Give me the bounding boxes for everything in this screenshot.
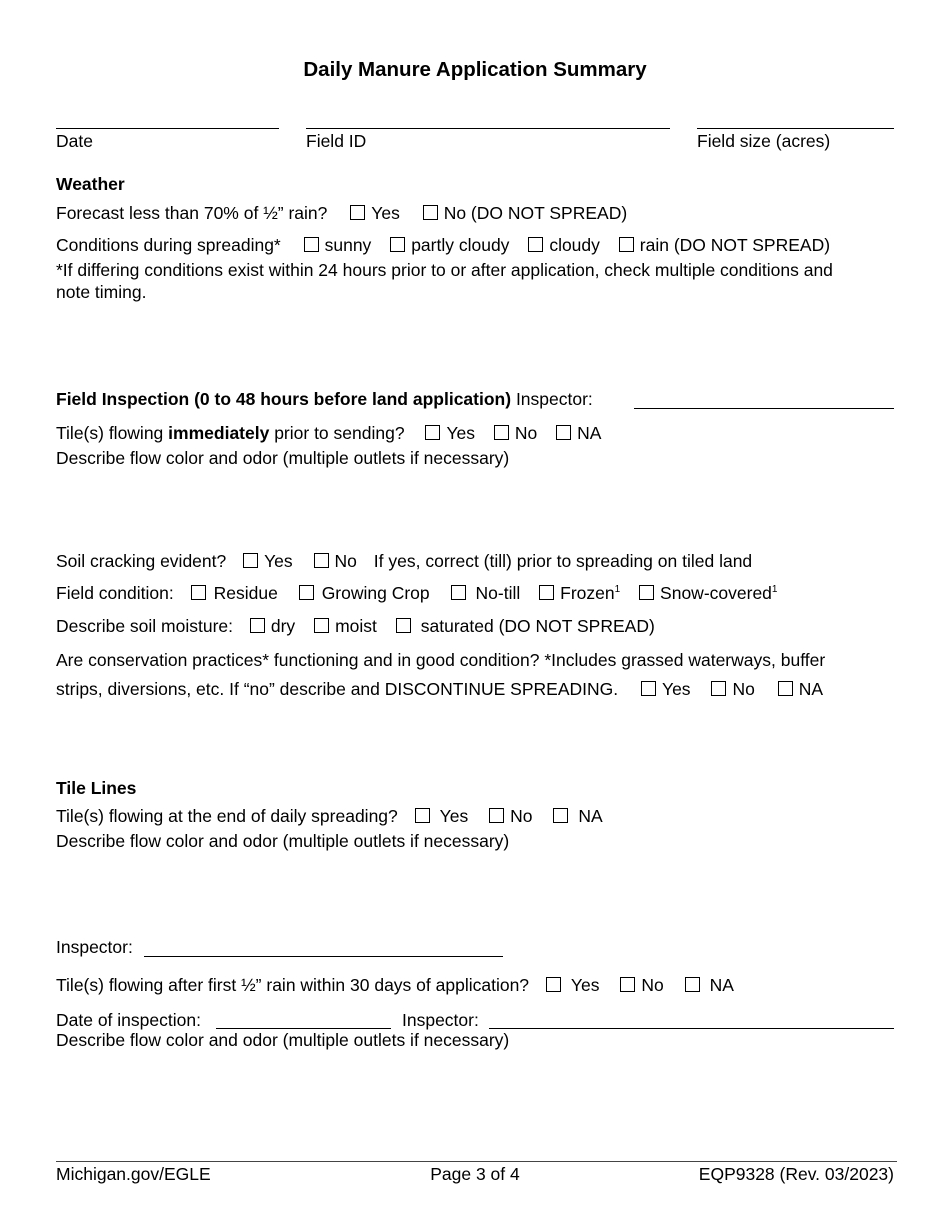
moisture-saturated-checkbox[interactable] [396,618,411,633]
soil-yes-checkbox[interactable] [243,553,258,568]
fc-notill-checkbox[interactable] [451,585,466,600]
conditions-question: Conditions during spreading* [56,235,281,255]
moisture-dry-checkbox[interactable] [250,618,265,633]
cons-no-checkbox[interactable] [711,681,726,696]
date-line[interactable] [56,128,279,129]
cond-partly-option[interactable]: partly cloudy [390,235,509,255]
soil-cracking-row: Soil cracking evident? Yes No If yes, correct (till) prior to spreading on tiled land [56,551,753,571]
cond-sunny-option[interactable]: sunny [304,235,372,255]
forecast-yes-option[interactable]: Yes [350,203,400,223]
moisture-moist-option[interactable]: moist [314,616,377,636]
tile-after-rain-row: Tile(s) flowing after first ½” rain within 30 days of application? Yes No NA [56,975,734,995]
cond-cloudy-checkbox[interactable] [528,237,543,252]
fc-frozen-option[interactable]: Frozen$^1$ [539,583,620,603]
field-id-line[interactable] [306,128,670,129]
tile-immediate-no-checkbox[interactable] [494,425,509,440]
cons-no-option[interactable]: No [711,679,754,699]
soil-no-checkbox[interactable] [314,553,329,568]
fc-notill-option[interactable]: No-till [451,583,521,603]
fc-snow-checkbox[interactable] [639,585,654,600]
describe-flow-2: Describe flow color and odor (multiple outlets if necessary) [56,831,510,851]
cond-rain-option[interactable]: rain (DO NOT SPREAD) [619,235,830,255]
footer-page-number: Page 3 of 4 [430,1164,520,1184]
footer-divider [56,1161,897,1162]
describe-flow-3: Describe flow color and odor (multiple outlets if necessary) [56,1030,510,1050]
forecast-row [56,205,627,223]
inspection-heading: Field Inspection (0 to 48 hours before land application) [56,389,512,409]
cond-partly-checkbox[interactable] [390,237,405,252]
tile-inspector-line[interactable] [144,956,503,957]
field-size-line[interactable] [697,128,894,129]
conditions-row [56,237,830,255]
footer-website: Michigan.gov/EGLE [56,1164,211,1184]
date-of-inspection-line[interactable] [216,1028,391,1029]
forecast-question: Forecast less than 70% of ½” rain? [56,203,328,223]
fc-residue-option[interactable]: Residue [191,583,278,603]
after-na-checkbox[interactable] [685,977,700,992]
field-id-label: Field ID [306,131,367,151]
cons-na-option[interactable]: NA [778,679,823,699]
date-of-inspection-label: Date of inspection: [56,1010,201,1030]
tile-immediate-no-option[interactable]: No [494,423,537,443]
inspection-inspector-label: Inspector: [515,389,593,409]
tile-end-na-checkbox[interactable] [553,808,568,823]
cond-cloudy-option[interactable]: cloudy [528,235,600,255]
tile-immediate-na-checkbox[interactable] [556,425,571,440]
conservation-row [56,681,823,699]
tile-end-yes-checkbox[interactable] [415,808,430,823]
tile-immediate-emphasis: immediately [168,423,270,443]
after-no-option[interactable]: No [620,975,663,995]
tile-end-na-option[interactable]: NA [553,806,602,826]
forecast-yes-checkbox[interactable] [350,205,365,220]
fc-snow-option[interactable]: Snow-covered$^1$ [639,583,777,603]
inspection-heading-row [56,391,593,409]
field-condition-row: Field condition: Residue Growing Crop No-till Frozen$^1$ Snow-covered$^1$ [56,583,778,603]
cond-rain-checkbox[interactable] [619,237,634,252]
tile-inspector2-line[interactable] [489,1028,894,1029]
fc-growing-checkbox[interactable] [299,585,314,600]
tile-inspector2-label: Inspector: [402,1010,479,1030]
cons-na-checkbox[interactable] [778,681,793,696]
soil-moisture-row: Describe soil moisture: dry moist saturated (DO NOT SPREAD) [56,616,655,636]
tile-immediate-na-option[interactable]: NA [556,423,601,443]
fc-frozen-checkbox[interactable] [539,585,554,600]
field-size-label: Field size (acres) [697,131,831,151]
weather-heading: Weather [56,174,125,194]
cons-yes-option[interactable]: Yes [641,679,691,699]
moisture-dry-option[interactable]: dry [250,616,295,636]
conservation-line2: strips, diversions, etc. If “no” describe and DISCONTINUE SPREADING. [56,679,619,699]
tile-end-no-checkbox[interactable] [489,808,504,823]
conservation-line1: Are conservation practices* functioning and in good condition? *Includes grassed waterways, buffer [56,650,826,670]
moisture-saturated-option[interactable]: saturated (DO NOT SPREAD) [396,616,655,636]
moisture-moist-checkbox[interactable] [314,618,329,633]
cons-yes-checkbox[interactable] [641,681,656,696]
fc-residue-checkbox[interactable] [191,585,206,600]
weather-note-line2: note timing. [56,282,147,302]
after-yes-option[interactable]: Yes [546,975,600,995]
footer-form-id: EQP9328 (Rev. 03/2023) [698,1164,894,1184]
tile-end-no-option[interactable]: No [489,806,532,826]
soil-no-option[interactable]: No [314,551,357,571]
after-no-checkbox[interactable] [620,977,635,992]
soil-note: If yes, correct (till) prior to spreading on tiled land [373,551,753,571]
cond-sunny-checkbox[interactable] [304,237,319,252]
inspection-inspector-line[interactable] [634,408,894,409]
fc-growing-option[interactable]: Growing Crop [299,583,430,603]
page-title: Daily Manure Application Summary [303,58,647,81]
describe-flow-1: Describe flow color and odor (multiple outlets if necessary) [56,448,510,468]
tile-inspector-label: Inspector: [56,937,133,957]
date-label: Date [56,131,93,151]
forecast-no-checkbox[interactable] [423,205,438,220]
tile-immediate-yes-option[interactable]: Yes [425,423,475,443]
tile-end-row: Tile(s) flowing at the end of daily spreading? Yes No NA [56,806,603,826]
after-na-option[interactable]: NA [685,975,734,995]
after-yes-checkbox[interactable] [546,977,561,992]
soil-yes-option[interactable]: Yes [243,551,293,571]
tile-end-yes-option[interactable]: Yes [415,806,469,826]
weather-note-line1: *If differing conditions exist within 24 hours prior to or after application, check multiple conditions and [56,260,833,280]
forecast-no-option[interactable]: No (DO NOT SPREAD) [423,203,627,223]
tile-lines-heading: Tile Lines [56,778,137,798]
tile-immediate-row: Tile(s) flowing immediately prior to sending? Yes No NA [56,423,602,443]
tile-immediate-yes-checkbox[interactable] [425,425,440,440]
